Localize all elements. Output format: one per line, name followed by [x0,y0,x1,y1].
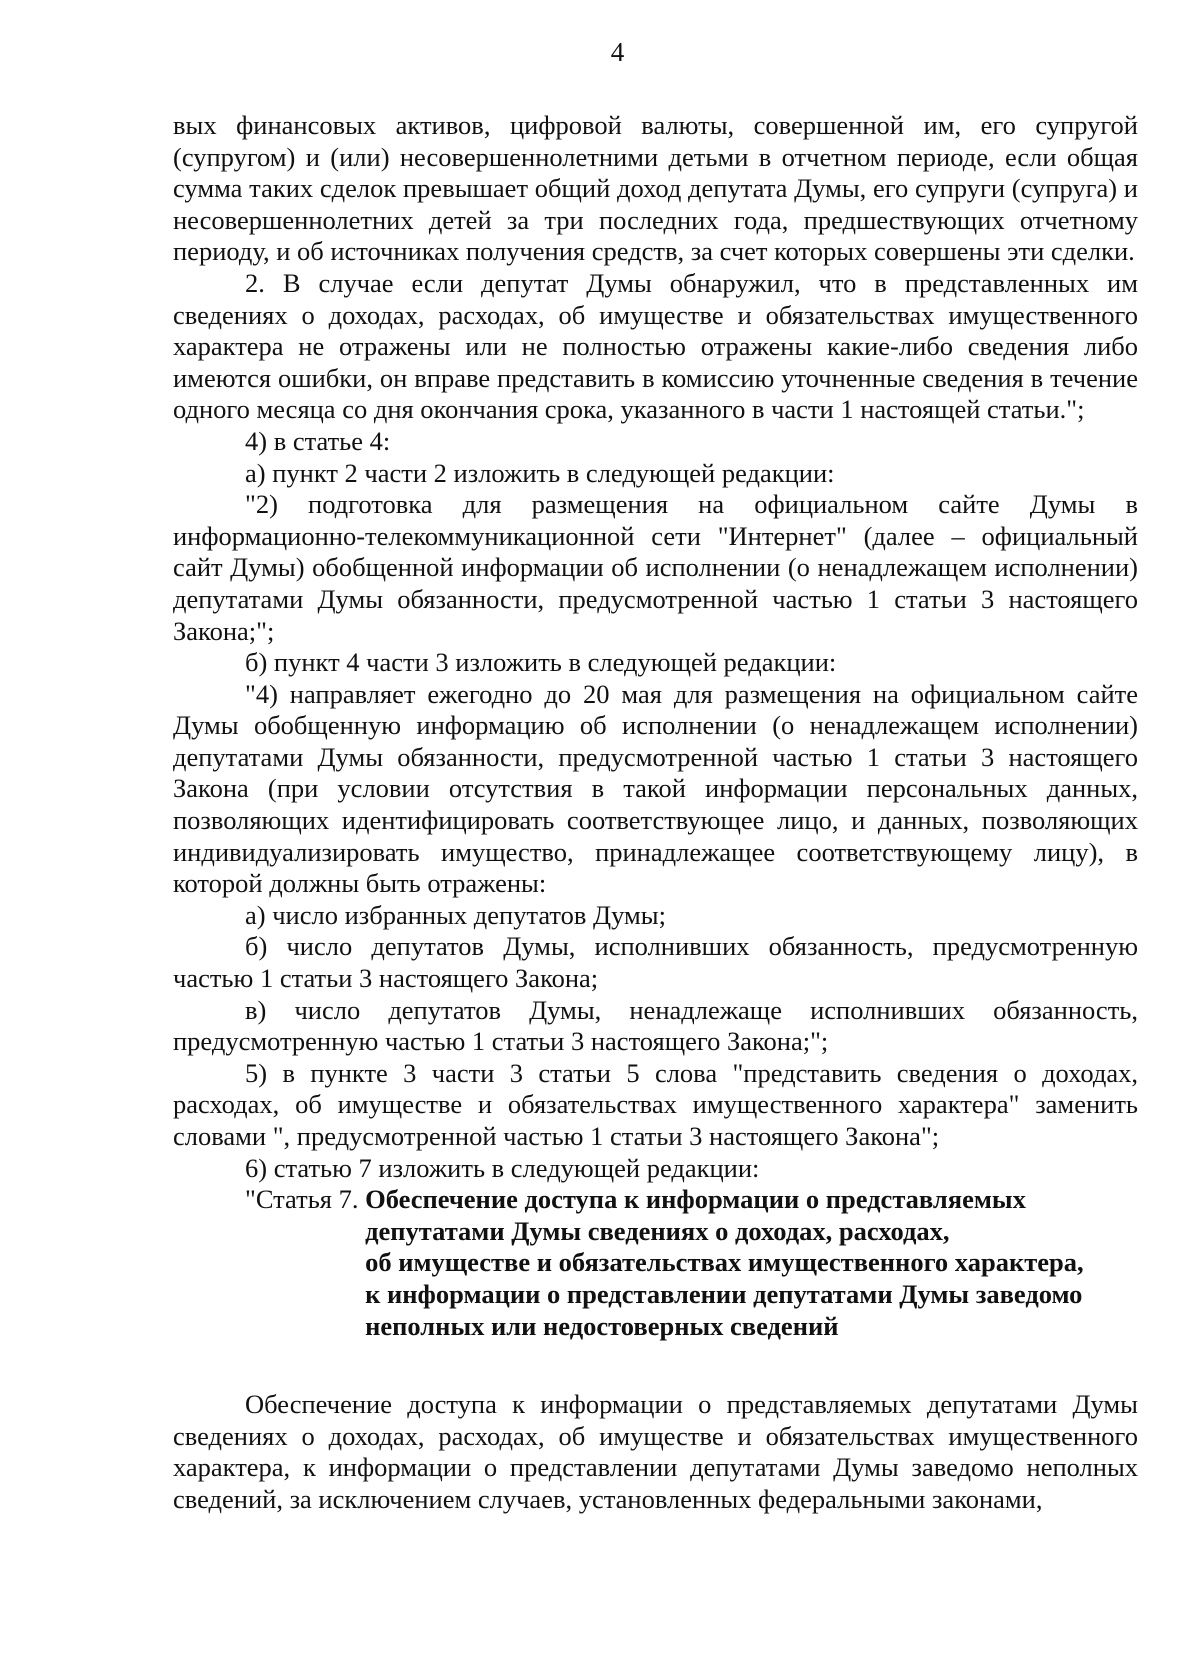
paragraph-item-4: 4) в статье 4: [245,425,391,456]
article-title-line: к информации о представлении депутатами Думы заведомо [365,1278,1083,1309]
article-title-line: депутатами Думы сведениях о доходах, расходах, [365,1215,950,1246]
paragraph-item-5: 5) в пункте 3 части 3 статьи 5 слова "представить сведения о доходах, расходах, об имуществе и обязательствах имущественного характера" заменить словами ", предусмотренной частью 1 статьи 3 настоящего Закона"; [173,1057,1138,1151]
article-title-line: неполных или недостоверных сведений [365,1310,839,1341]
paragraph-list-a: а) число избранных депутатов Думы; [245,899,666,930]
paragraph-quote-4: "4) направляет ежегодно до 20 мая для размещения на официальном сайте Думы обобщенную информацию об исполнении (о ненадлежащем исполнении) депутатами Думы обязанности, предусмотренной частью 1 статьи 3 настоящего Закона (при условии отсутствия в такой информации персональных данных, позволяющих идентифицировать соответствующее лицо, и данных, позволяющих индивидуализировать имущество, принадлежащее соответствующему лицу), в которой должны быть отражены: [173,678,1138,899]
paragraph-part-2: 2. В случае если депутат Думы обнаружил, что в представленных им сведениях о доходах, расходах, об имуществе и обязательствах имущественного характера не отражены или не полностью отражены какие-либо сведения либо имеются ошибки, он вправе представить в комиссию уточненные сведения в течение одного месяца со дня окончания срока, указанного в части 1 настоящей статьи."; [173,267,1138,425]
document-body [173,110,1138,1516]
paragraph-article-7-body: Обеспечение доступа к информации о представляемых депутатами Думы сведениях о доходах, расходах, об имуществе и обязательствах имущественного характера, к информации о представлении депутатами Думы заведомо неполных сведений, за исключением случаев, установленных федеральными законами, [173,1389,1138,1514]
page-number: 4 [610,37,625,67]
spacer [173,1342,1138,1389]
article-title-line: об имуществе и обязательствах имущественного характера, [365,1247,1084,1278]
paragraph-subitem-a: а) пункт 2 части 2 изложить в следующей редакции: [245,457,835,488]
article-title [365,1184,1138,1342]
article-title-line: Обеспечение доступа к информации о представляемых [365,1184,1026,1215]
paragraph-list-b: б) число депутатов Думы, исполнивших обязанность, предусмотренную частью 1 статьи 3 настоящего Закона; [173,931,1138,994]
paragraph-quote-2: "2) подготовка для размещения на официальном сайте Думы в информационно-телекоммуникационной сети "Интернет" (далее – официальный сайт Думы) обобщенной информации об исполнении (о ненадлежащем исполнении) депутатами Думы обязанности, предусмотренной частью 1 статьи 3 настоящего Закона;"; [173,489,1138,646]
article-label: "Статья 7. [245,1184,366,1215]
paragraph-continuation: вых финансовых активов, цифровой валюты, совершенной им, его супругой (супругом) и (или) несовершеннолетними детьми в отчетном периоде, если общая сумма таких сделок превышает общий доход депутата Думы, его супруги (супруга) и несовершеннолетних детей за три последних года, предшествующих отчетному периоду, и об источниках получения средств, за счет которых совершены эти сделки. [173,110,1138,267]
paragraph-item-6: 6) статью 7 изложить в следующей редакции: [245,1152,760,1183]
paragraph-list-v: в) число депутатов Думы, ненадлежаще исполнивших обязанность, предусмотренную частью 1 статьи 3 настоящего Закона;"; [173,994,1138,1057]
paragraph-subitem-b: б) пункт 4 части 3 изложить в следующей редакции: [245,647,837,678]
article-7-heading [173,1184,1138,1342]
